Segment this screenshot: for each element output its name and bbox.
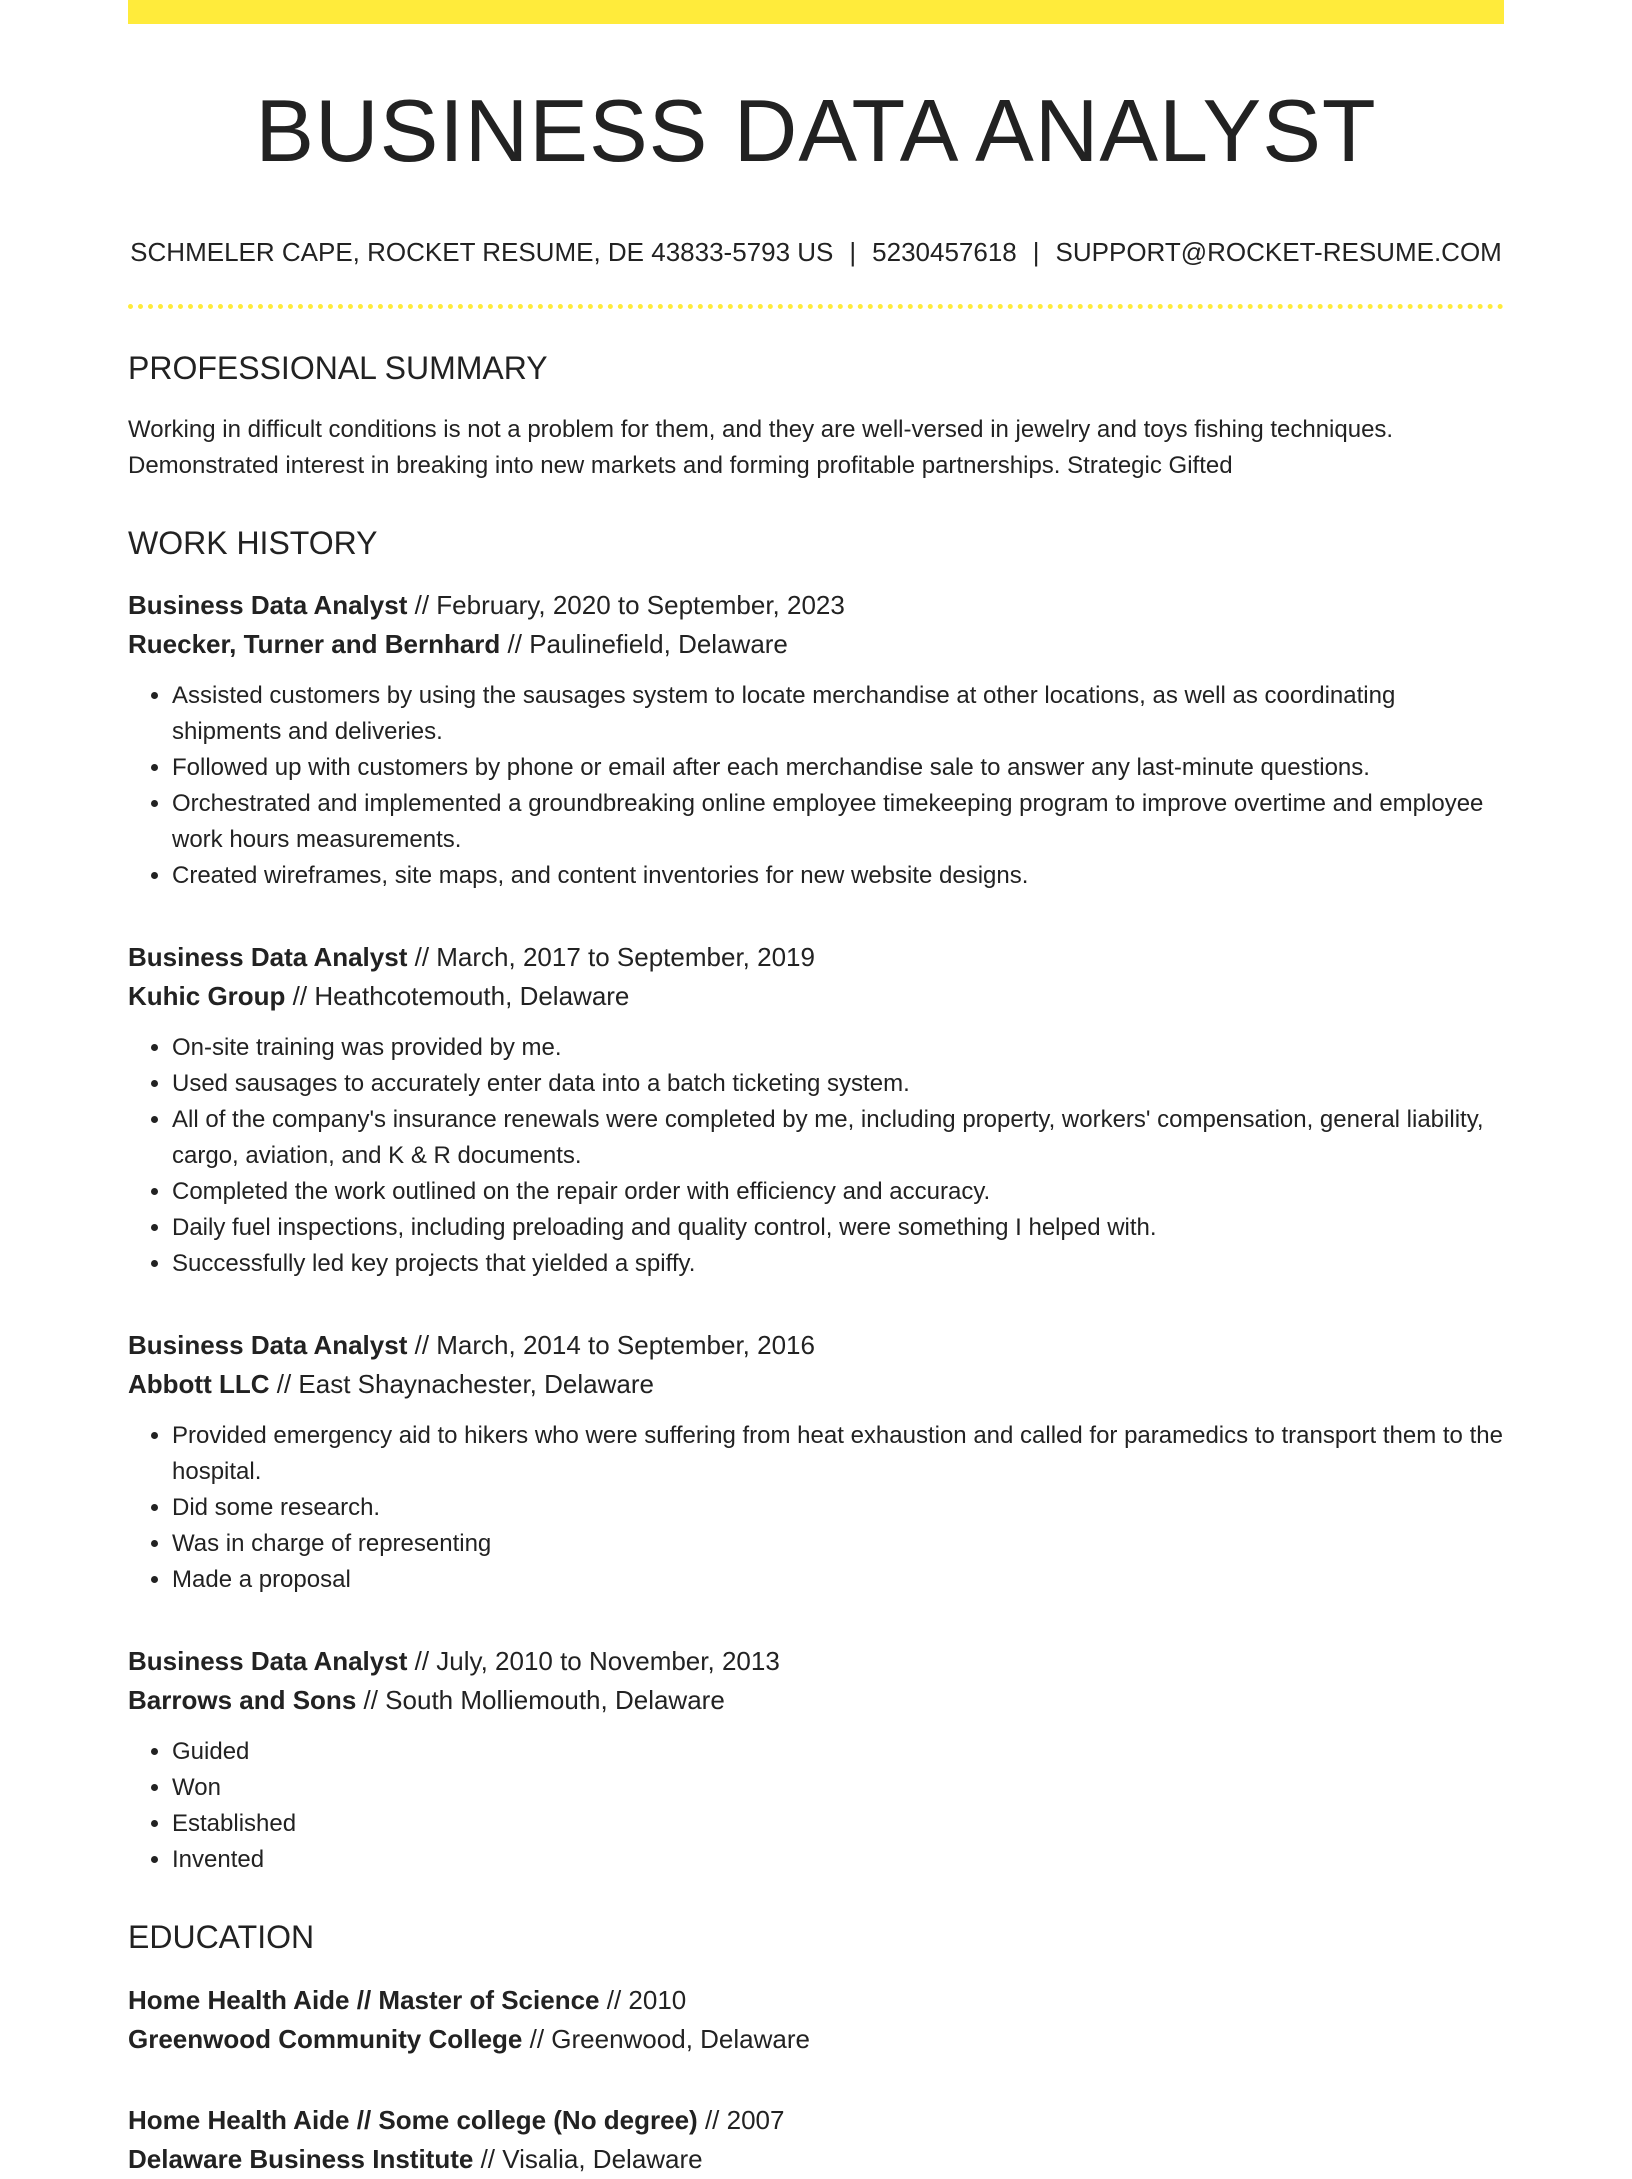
job-company-line (128, 977, 1504, 1016)
job-company-line (128, 1365, 1504, 1404)
job-bullet: • Established (172, 1806, 1504, 1842)
resume-content (128, 24, 1504, 2179)
summary-text: Working in difficult conditions is not a problem for them, and they are well-versed in jewelry and toys fishing techniques. Demonstrated interest in breaking into new markets and forming profitable partnerships. Strategic Gifted (128, 415, 1394, 479)
job-bullet: • Followed up with customers by phone or email after each merchandise sale to answer any last-minute questions. (172, 750, 1504, 786)
job-location: // Paulinefield, Delaware (500, 629, 788, 660)
candidate-name: BUSINESS DATA ANALYST (255, 81, 1377, 180)
job-bullets (128, 678, 1504, 894)
job-company: Barrows and Sons (128, 1685, 357, 1716)
job-dates: // March, 2017 to September, 2019 (407, 942, 815, 973)
job-entry (128, 586, 1504, 894)
job-location: // Heathcotemouth, Delaware (285, 981, 630, 1012)
job-company: Abbott LLC (128, 1369, 270, 1400)
dotted-divider (128, 304, 1504, 309)
accent-bar (128, 0, 1504, 24)
job-title-line (128, 938, 1504, 977)
job-bullet: • Daily fuel inspections, including preloading and quality control, were something I helped with. (172, 1210, 1504, 1246)
contact-line (128, 237, 1504, 268)
job-bullet: • All of the company's insurance renewals were completed by me, including property, workers' compensation, general liability, cargo, aviation, and K & R documents. (172, 1102, 1504, 1174)
summary-heading: PROFESSIONAL SUMMARY (128, 350, 548, 387)
job-bullet: • Orchestrated and implemented a groundbreaking online employee timekeeping program to improve overtime and employee work hours measurements. (172, 786, 1504, 858)
job-bullet: • Was in charge of representing (172, 1526, 1504, 1562)
job-bullet: • Assisted customers by using the sausages system to locate merchandise at other locations, as well as coordinating shipments and deliveries. (172, 678, 1504, 750)
job-title: Business Data Analyst (128, 1646, 408, 1677)
job-company: Ruecker, Turner and Bernhard (128, 629, 501, 660)
job-bullet: • Used sausages to accurately enter data into a batch ticketing system. (172, 1066, 1504, 1102)
job-bullets (128, 1734, 1504, 1878)
job-bullet: • Did some research. (172, 1490, 1504, 1526)
work-history-heading: WORK HISTORY (128, 524, 378, 561)
job-title-line (128, 586, 1504, 625)
education-year: // 2007 (697, 2104, 785, 2135)
job-bullet: • Invented (172, 1842, 1504, 1878)
job-location: // South Molliemouth, Delaware (356, 1685, 725, 1716)
job-title: Business Data Analyst (128, 1330, 408, 1361)
job-bullet: • Guided (172, 1734, 1504, 1770)
education-degree: Home Health Aide // Master of Science (128, 1984, 600, 2015)
education-school: Delaware Business Institute (128, 2143, 474, 2174)
job-dates: // February, 2020 to September, 2023 (407, 590, 845, 621)
job-bullet: • Provided emergency aid to hikers who were suffering from heat exhaustion and called for paramedics to transport them to the hospital. (172, 1418, 1504, 1490)
contact-address: SCHMELER CAPE, ROCKET RESUME, DE 43833-5793 US (130, 237, 834, 268)
job-dates: // March, 2014 to September, 2016 (407, 1330, 815, 1361)
education-degree: Home Health Aide // Some college (No degree) (128, 2104, 698, 2135)
education-year: // 2010 (599, 1984, 687, 2015)
job-bullets (128, 1418, 1504, 1598)
job-title-line (128, 1326, 1504, 1365)
contact-separator: | (1032, 237, 1040, 268)
education-degree-line (128, 2101, 1504, 2140)
job-title-line (128, 1642, 1504, 1681)
job-entry (128, 1326, 1504, 1598)
contact-separator: | (849, 237, 857, 268)
job-title: Business Data Analyst (128, 590, 408, 621)
job-bullet: • Made a proposal (172, 1562, 1504, 1598)
job-dates: // July, 2010 to November, 2013 (407, 1646, 780, 1677)
education-school-line (128, 2020, 1504, 2059)
job-entry (128, 1642, 1504, 1878)
education-heading: EDUCATION (128, 1919, 315, 1956)
education-location: // Greenwood, Delaware (522, 2023, 810, 2054)
job-company-line (128, 1681, 1504, 1720)
education-entry (128, 2101, 1504, 2179)
job-bullet: • On-site training was provided by me. (172, 1030, 1504, 1066)
contact-email: SUPPORT@ROCKET-RESUME.COM (1055, 237, 1502, 268)
job-bullets (128, 1030, 1504, 1282)
job-location: // East Shaynachester, Delaware (269, 1369, 654, 1400)
contact-phone: 5230457618 (872, 237, 1017, 268)
job-bullet: • Successfully led key projects that yielded a spiffy. (172, 1246, 1504, 1282)
job-company: Kuhic Group (128, 981, 286, 1012)
education-degree-line (128, 1981, 1504, 2020)
education-entry (128, 1981, 1504, 2059)
job-entry (128, 938, 1504, 1282)
education-location: // Visalia, Delaware (473, 2143, 703, 2174)
education-school-line (128, 2140, 1504, 2179)
job-company-line (128, 625, 1504, 664)
education-school: Greenwood Community College (128, 2023, 523, 2054)
job-bullet: • Completed the work outlined on the repair order with efficiency and accuracy. (172, 1174, 1504, 1210)
job-bullet: • Created wireframes, site maps, and content inventories for new website designs. (172, 858, 1504, 894)
job-title: Business Data Analyst (128, 942, 408, 973)
job-bullet: • Won (172, 1770, 1504, 1806)
